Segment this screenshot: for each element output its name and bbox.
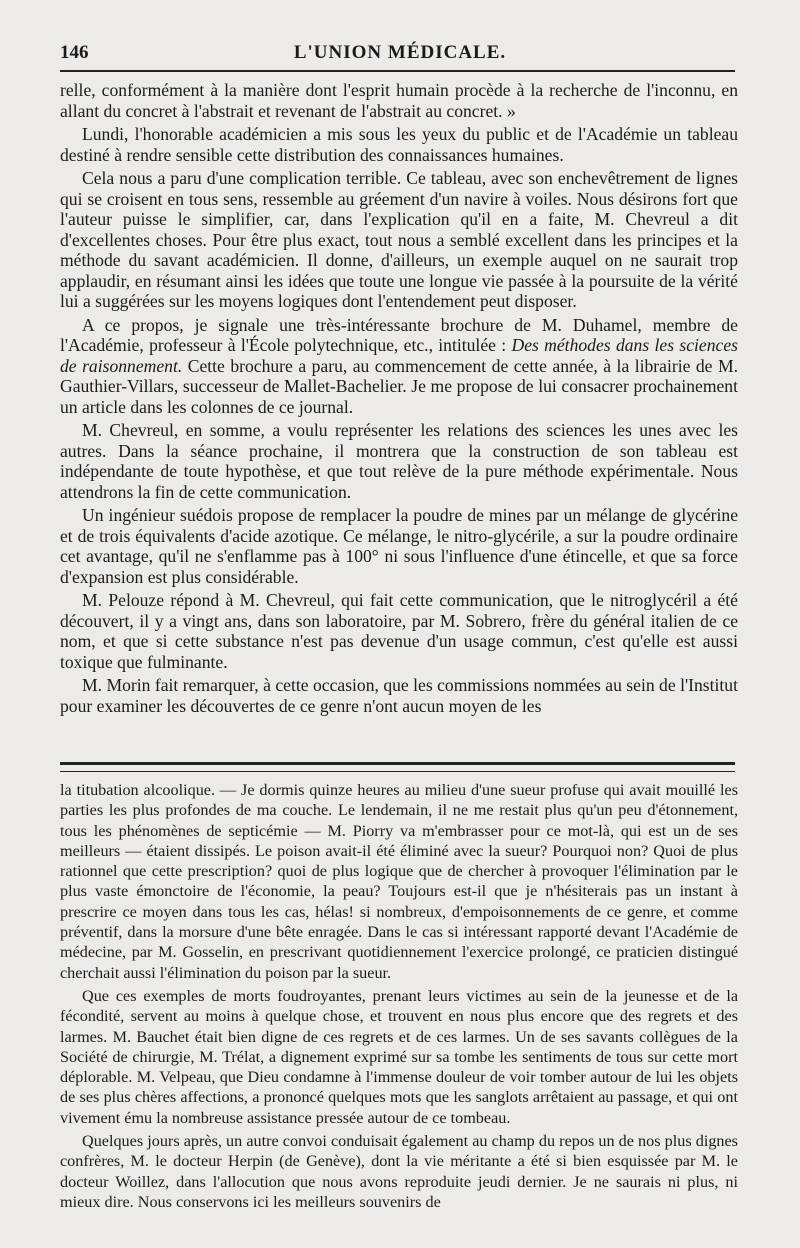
page-header (60, 38, 740, 72)
paragraph: Cela nous a paru d'une complication terrible. Ce tableau, avec son enchevêtrement de lignes qui se croisent en tous sens, ressemble au gréement d'un navire à voiles. Nous désirons fort que l'auteur puisse le simplifier, car, dans l'explication qu'il en a faite, M. Chevreul a dit d'excellentes choses. Pour être plus exact, tout nous a semblé excellent dans les principes et la méthode du savant académicien. Il donne, d'ailleurs, un exemple auquel on ne saurait trop applaudir, en résumant ainsi les idées que toute une longue vie passée à la poursuite de la vérité lui a suggérées sur les moyens logiques dont l'entendement peut disposer. (60, 168, 738, 311)
book-title: Des méthodes dans les sciences de raisonnement. (60, 335, 738, 376)
paragraph: M. Chevreul, en somme, a voulu représenter les relations des sciences les unes avec les autres. Dans la séance prochaine, il montrera que la construction de son tableau est indépendante de toute hypothèse, et que tout relève de la pure méthode expérimentale. Nous attendrons la fin de cette communication. (60, 420, 738, 502)
running-title: L'UNION MÉDICALE. (293, 42, 507, 63)
paragraph: Lundi, l'honorable académicien a mis sous les yeux du public et de l'Académie un tableau destiné à rendre sensible cette distribution des connaissances humaines. (60, 124, 738, 165)
feuilleton-column (60, 780, 738, 1220)
paragraph: Quelques jours après, un autre convoi conduisait également au champ du repos un de nos plus dignes confrères, M. le docteur Herpin (de Genève), dont la vie méritante a été si bien esquissée par M. le docteur Woillez, dans l'allocution que nous avons reproduite jeudi dernier. Je ne saurais ni plus, ni mieux dire. Nous conservons ici les meilleurs souvenirs de (60, 1132, 738, 1211)
header-rule (60, 70, 735, 72)
paragraph-text: A ce propos, je signale une très-intéressante brochure de M. Duhamel, membre de l'Académie, professeur à l'École polytechnique, etc., intitulée : (60, 314, 738, 355)
paragraph-text: Cette brochure a paru, au commencement de cette année, à la librairie de M. Gauthier-Villars, successeur de Mallet-Bachelier. Je me propose de lui consacrer prochainement un article dans les colonnes de ce journal. (60, 355, 738, 417)
paragraph: Un ingénieur suédois propose de remplacer la poudre de mines par un mélange de glycérine et de trois équivalents d'acide azotique. Ce mélange, le nitro-glycérile, a sur la poudre ordinaire cet avantage, qu'il ne s'enflamme pas à 100° ni sous l'influence d'une étincelle, et que sa force d'expansion est plus considérable. (60, 505, 738, 587)
paragraph: relle, conformément à la manière dont l'esprit humain procède à la recherche de l'inconnu, en allant du concret à l'abstrait et revenant de l'abstrait au concret. » (60, 80, 738, 121)
page-number: 146 (60, 42, 89, 63)
paragraph: la titubation alcoolique. — Je dormis quinze heures au milieu d'une sueur profuse qui avait mouillé les parties les plus profondes de ma couche. Le lendemain, il ne me restait plus qu'un peu d'étonnement, tous les phénomènes de septicémie — M. Piorry va m'embrasser pour ce mot-là, qui est un de ses meilleurs — étaient dissipés. Le poison avait-il été éliminé avec la sueur? Pourquoi non? Quoi de plus rationnel que cette prescription? quoi de plus logique que de chercher à provoquer l'élimination par le plus vaste émonctoire de l'économie, la peau? Toujours est-il que je n'hésiterais pas un instant à prescrire ce moyen dans tous les cas, hélas! si nombreux, d'empoisonnements de ce genre, et comme préventif, dans la morsure d'une bête enragée. Dans le cas si intéressant rapporté devant l'Académie de médecine, par M. Gosselin, en prescrivant quotidiennement l'exercice prolongé, ce praticien distingué cherchait aussi l'élimination du poison par la sueur. (60, 781, 738, 982)
paragraph: Que ces exemples de morts foudroyantes, prenant leurs victimes au sein de la jeunesse et de la fécondité, servent au moins à quelque chose, et trouvent en nous plus encore que des regrets et des larmes. M. Bauchet était bien digne de ces regrets et de ces larmes. Un de ses savants collègues de la Société de chirurgie, M. Trélat, a dignement exprimé sur sa tombe les sentiments de tous sur cette mort déplorable. M. Velpeau, que Dieu condamne à l'immense douleur de voir tomber autour de lui les objets de ses plus chères affections, a prononcé quelques mots que les sanglots arrêtaient au passage, et qui ont vivement ému la nombreuse assistance pressée autour de ce tombeau. (60, 986, 738, 1127)
paragraph: M. Morin fait remarquer, à cette occasion, que les commissions nommées au sein de l'Institut pour examiner les découvertes de ce genre n'ont aucun moyen de les (60, 675, 738, 716)
paragraph: M. Pelouze répond à M. Chevreul, qui fait cette communication, que le nitroglycéril a été découvert, il y a vingt ans, dans son laboratoire, par M. Sobrero, frère du général italien de ce nom, et que si cette substance n'est pas devenue d'un usage commun, c'est qu'elle est aussi toxique que fulminante. (60, 590, 738, 672)
paragraph (60, 315, 738, 418)
main-article (60, 80, 738, 760)
feuilleton-separator (60, 762, 735, 772)
